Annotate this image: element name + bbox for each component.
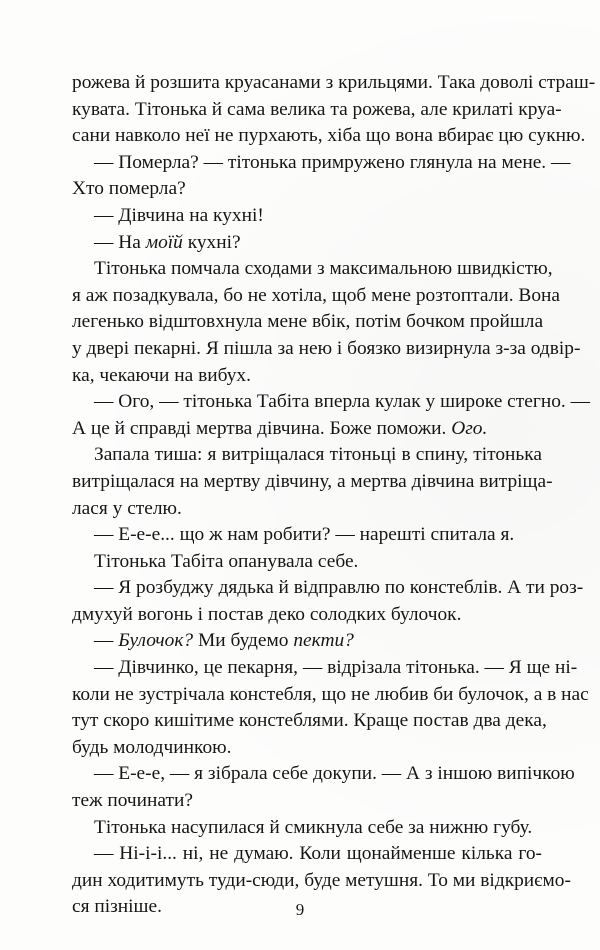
italic-word: моїй (145, 231, 183, 253)
text-line: дмухуй вогонь і постав деко солодких булочок. (72, 603, 462, 625)
italic-word: Ого. (451, 417, 488, 439)
text-line: теж починати? (72, 790, 193, 812)
text-line: у двері пекарні. Я пішла за нею і боязко визирнула з-за одвір- (72, 337, 581, 359)
text-line: — Е-е-е... що ж нам робити? — нарешті спитала я. (94, 524, 515, 546)
text-line: Тітонька насупилася й смикнула себе за нижню губу. (94, 816, 533, 838)
text-line: витріщалася на мертву дівчину, а мертва дівчина витріща- (72, 470, 553, 492)
text-line: ся пізніше. (72, 896, 162, 918)
text-line: — Дівчина на кухні! (94, 204, 264, 226)
text-line: Хто померла? (72, 178, 186, 200)
italic-word: Булочок? (118, 630, 194, 652)
text-line: Запала тиша: я витріщалася тітоньці в спину, тітонька (94, 444, 542, 466)
text-line: коли не зустрічала констебля, що не любив би булочок, а в нас (72, 683, 589, 705)
text-line: сани навколо неї не пурхають, хіба що вона вбирає цю сукню. (72, 125, 586, 147)
italic-word: пекти? (293, 630, 354, 652)
text-line: тут скоро кишітиме констеблями. Краще постав два дека, (72, 710, 547, 732)
text-line: ка, чекаючи на вибух. (72, 364, 251, 386)
text-line: — Булочок? Ми будемо пекти? (94, 630, 354, 652)
text-line: будь молодчинкою. (72, 736, 232, 758)
text-line: легенько відштовхнула мене вбік, потім бочком пройшла (72, 311, 544, 333)
text-line: дин ходитимуть туди-сюди, буде метушня. То ми відкриємо- (72, 869, 571, 891)
text-line: — На моїй кухні? (94, 231, 241, 253)
text-line: — Е-е-е, — я зібрала себе докупи. — А з іншою випічкою (94, 763, 575, 785)
text-line: Тітонька помчала сходами з максимальною швидкістю, (94, 258, 553, 280)
text-line: я аж позадкувала, бо не хотіла, щоб мене розтоптали. Вона (72, 284, 561, 306)
text-line: — Ого, — тітонька Табіта вперла кулак у широке стегно. — (94, 391, 590, 413)
body-text (72, 70, 596, 921)
page-number: 9 (295, 900, 305, 919)
text-line: — Померла? — тітонька примружено глянула на мене. — (94, 151, 571, 173)
text-line: Тітонька Табіта опанувала себе. (94, 550, 359, 572)
text-line: А це й справді мертва дівчина. Боже поможи. Ого. (72, 417, 488, 439)
text-line: кувата. Тітонька й сама велика та рожева, але крилаті круа- (72, 98, 562, 120)
text-line: рожева й розшита круасанами з крильцями. Така доволі страш- (72, 72, 596, 93)
text-line: — Ні-і-і... ні, не думаю. Коли щонайменше кілька го- (94, 843, 542, 865)
text-line: — Я розбуджу дядька й відправлю по констеблів. А ти роз- (94, 577, 584, 599)
text-line: лася у стелю. (72, 497, 182, 519)
text-line: — Дівчинко, це пекарня, — відрізала тітонька. — Я ще ні- (94, 657, 578, 679)
